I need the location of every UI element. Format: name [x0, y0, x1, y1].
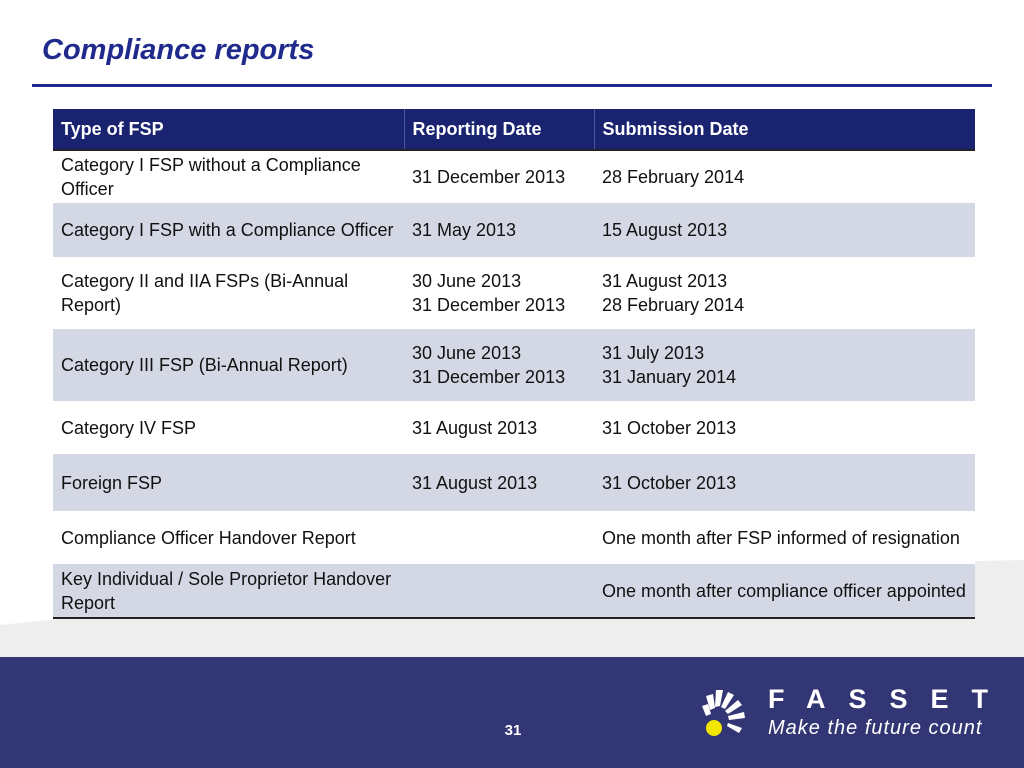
page-number: 31 [504, 722, 522, 739]
fasset-sunburst-icon [700, 686, 756, 742]
submission-line: 31 October 2013 [602, 472, 737, 493]
cell-submission-date [594, 203, 975, 257]
page-title: Compliance reports [42, 34, 315, 66]
submission-line: 31 October 2013 [602, 417, 737, 438]
table-row [53, 257, 975, 329]
cell-reporting-date [404, 257, 594, 329]
cell-submission-date [594, 564, 975, 618]
cell-fsp-type: Category I FSP without a Compliance Officer [53, 150, 404, 203]
submission-line: 31 January 2014 [602, 367, 737, 387]
cell-reporting-date [404, 203, 594, 257]
submission-line: 28 February 2014 [602, 295, 745, 315]
reporting-line: 31 December 2013 [412, 167, 566, 187]
submission-line: 15 August 2013 [602, 220, 728, 240]
table-header-row [53, 109, 975, 150]
cell-submission-date [594, 401, 975, 454]
cell-fsp-type: Category IV FSP [53, 401, 404, 454]
cell-submission-date [594, 150, 975, 203]
header-type-of-fsp: Type of FSP [53, 109, 404, 150]
cell-fsp-type: Foreign FSP [53, 454, 404, 511]
table-row [53, 329, 975, 401]
cell-submission-date [594, 511, 975, 564]
cell-fsp-type: Category III FSP (Bi-Annual Report) [53, 329, 404, 401]
submission-line: 31 July 2013 [602, 343, 705, 363]
cell-reporting-date [404, 454, 594, 511]
cell-submission-date [594, 454, 975, 511]
cell-fsp-type: Category I FSP with a Compliance Officer [53, 203, 404, 257]
cell-fsp-type: Category II and IIA FSPs (Bi-Annual Report) [53, 257, 404, 329]
submission-line: One month after FSP informed of resignation [602, 527, 960, 548]
cell-submission-date [594, 257, 975, 329]
cell-reporting-date [404, 511, 594, 564]
cell-fsp-type: Compliance Officer Handover Report [53, 511, 404, 564]
reporting-line: 31 August 2013 [412, 417, 538, 438]
reporting-line: 31 August 2013 [412, 472, 538, 493]
cell-reporting-date [404, 401, 594, 454]
reporting-line: 31 December 2013 [412, 295, 566, 315]
header-submission-date: Submission Date [594, 109, 975, 150]
table-row [53, 511, 975, 564]
table-body [53, 150, 975, 618]
cell-fsp-type: Key Individual / Sole Proprietor Handover Report [53, 564, 404, 618]
reporting-line: 31 May 2013 [412, 220, 517, 240]
title-divider [32, 84, 992, 87]
reporting-line: 30 June 2013 [412, 343, 522, 363]
submission-line: 28 February 2014 [602, 167, 745, 187]
reporting-line: 30 June 2013 [412, 271, 522, 291]
brand-tagline: Make the future count [768, 717, 983, 739]
cell-submission-date [594, 329, 975, 401]
table-row [53, 564, 975, 618]
submission-line: One month after compliance officer appointed [602, 580, 966, 601]
reporting-line: 31 December 2013 [412, 367, 566, 387]
submission-line: 31 August 2013 [602, 271, 728, 291]
table-row [53, 203, 975, 257]
header-reporting-date: Reporting Date [404, 109, 594, 150]
cell-reporting-date [404, 564, 594, 618]
brand-name: FASSET [768, 684, 1012, 714]
table-row [53, 401, 975, 454]
table-row [53, 150, 975, 203]
cell-reporting-date [404, 329, 594, 401]
compliance-reports-table [53, 109, 975, 619]
cell-reporting-date [404, 150, 594, 203]
table-row [53, 454, 975, 511]
